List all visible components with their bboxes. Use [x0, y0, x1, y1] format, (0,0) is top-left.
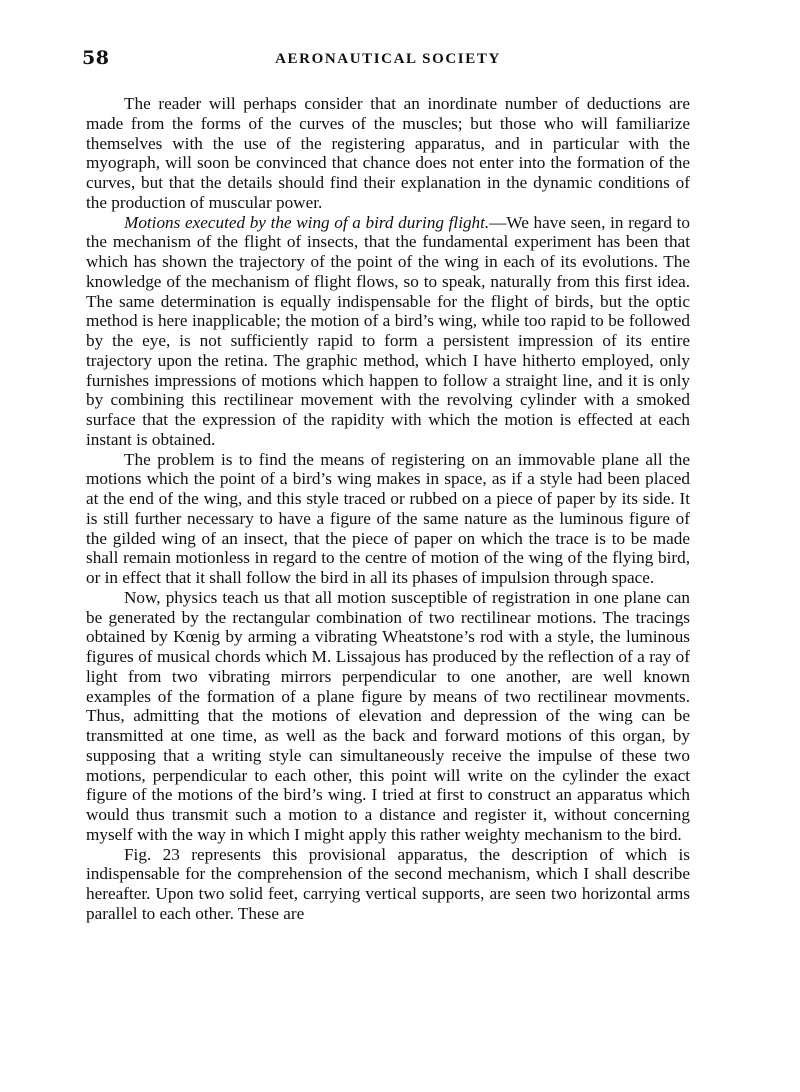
paragraph-1-text: The reader will perhaps consider that an inordinate number of deductions are made from the forms of the curves of the muscles; but those who will familiarize themselves with the use of the registering apparatus, and in particular with the myograph, will soon be convinced that chance does not enter into the formation of the curves, but that the details should find their explanation in the dynamic conditions of the production of muscular power.: [86, 94, 690, 212]
paragraph-1: [86, 94, 690, 213]
paragraph-3-text: The problem is to find the means of registering on an immovable plane all the motions which the point of a bird’s wing makes in space, as if a style had been placed at the end of the wing, and this style traced or rubbed on a piece of paper by its side. It is still further necessary to have a figure of the same nature as the luminous figure of the gilded wing of an insect, that the piece of paper on which the trace is to be made shall remain motionless in regard to the centre of motion of the wing of the flying bird, or in effect that it shall follow the bird in all its phases of impulsion through space.: [86, 449, 690, 587]
paragraph-4-text: Now, physics teach us that all motion susceptible of registration in one plane can be generated by the rectangular combination of two rectilinear motions. The tracings obtained by Kœnig by arming a vibrating Wheatstone’s rod with a style, the luminous figures of musical chords which M. Lissajous has produced by the reflection of a ray of light from two vibrating mirrors perpendicular to one another, are well known examples of the formation of a plane figure by means of two rectilinear movments. Thus, admitting that the motions of elevation and depression of the wing can be transmitted at one time, as well as the back and forward motions of this organ, by supposing that a writing style can simultaneously receive the impulse of these two motions, perpendicular to each other, this point will write on the cylinder the exact figure of the motions of the bird’s wing. I tried at first to construct an apparatus which would thus transmit such a motion to a distance and register it, without concerning myself with the way in which I might apply this rather weighty mechanism to the bird.: [86, 587, 690, 844]
paragraph-4: [86, 588, 690, 845]
paragraph-3: [86, 450, 690, 588]
running-title: AERONAUTICAL SOCIETY: [275, 51, 501, 67]
section-heading-wing-motions: Motions executed by the wing of a bird during flight.: [124, 212, 490, 232]
body-text: [86, 94, 690, 924]
page-header: [82, 45, 694, 73]
paragraph-5-text: Fig. 23 represents this provisional apparatus, the description of which is indispensable for the comprehension of the second mechanism, which I shall describe hereafter. Upon two solid feet, carrying vertical supports, are seen two horizontal arms parallel to each other. These are: [86, 844, 690, 923]
page-number: 58: [82, 47, 110, 69]
paragraph-2-text: —We have seen, in regard to the mechanism of the flight of insects, that the fundamental experiment has been that which has shown the trajectory of the point of the wing in each of its evolutions. The knowledge of the mechanism of flight flows, so to speak, naturally from this first idea. The same determination is equally indispensable for the flight of birds, but the optic method is here inapplicable; the motion of a bird’s wing, while too rapid to be followed by the eye, is not sufficiently rapid to form a persistent impression of its entire trajectory upon the retina. The graphic method, which I have hitherto employed, only furnishes impressions of motions which happen to follow a straight line, and it is only by combining this rectilinear movement with the revolving cylinder with a smoked surface that the expression of the rapidity with which the motion is effected at each instant is obtained.: [86, 212, 690, 449]
paragraph-5: [86, 845, 690, 924]
paragraph-2: [86, 213, 690, 450]
